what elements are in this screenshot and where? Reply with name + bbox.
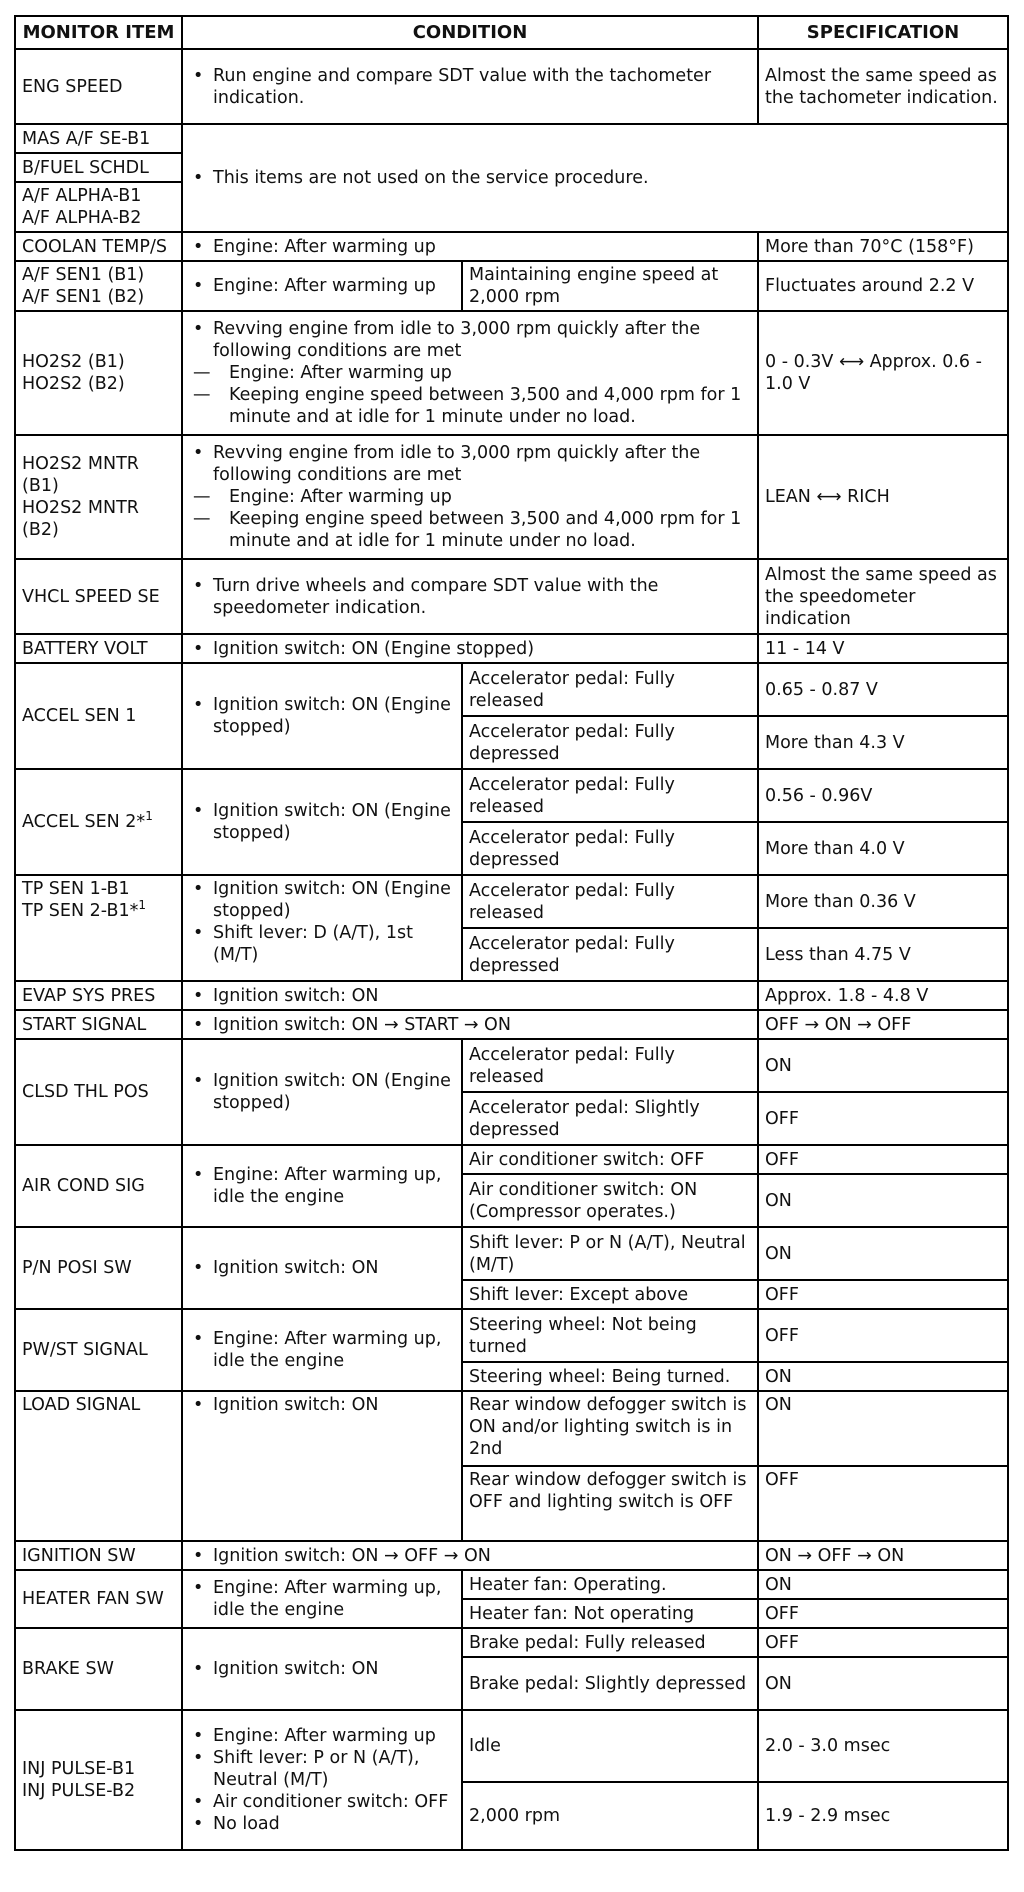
- condition-cell: [182, 875, 462, 981]
- table-row: [15, 1227, 1008, 1280]
- subcondition-cell: Accelerator pedal: Fully depressed: [462, 716, 758, 769]
- condition-text: • Shift lever: P or N (A/T), Neutral (M/T): [189, 1747, 455, 1791]
- spec-cell: 0.65 - 0.87 V: [758, 663, 1008, 716]
- spec-cell: ON: [758, 1657, 1008, 1710]
- spec-cell: Fluctuates around 2.2 V: [758, 261, 1008, 311]
- condition-cell: [182, 663, 462, 769]
- table-row: [15, 559, 1008, 634]
- item-line: A/F ALPHA-B2: [22, 208, 142, 228]
- condition-cell: [182, 1628, 462, 1710]
- table-row: [15, 875, 1008, 928]
- item-cell: AIR COND SIG: [15, 1145, 182, 1227]
- condition-text: • Engine: After warming up: [189, 236, 751, 258]
- spec-table-container: [14, 15, 1007, 1851]
- item-cell: VHCL SPEED SE: [15, 559, 182, 634]
- condition-text: • This items are not used on the service procedure.: [189, 167, 1001, 189]
- subcondition-cell: Shift lever: Except above: [462, 1280, 758, 1309]
- item-line: INJ PULSE-B1: [22, 1759, 136, 1779]
- item-line: [22, 900, 175, 922]
- subcondition-cell: Rear window defogger switch is OFF and lighting switch is OFF: [462, 1466, 758, 1541]
- spec-cell: Almost the same speed as the speedometer indication: [758, 559, 1008, 634]
- item-cell: [15, 311, 182, 435]
- footnote-marker: 1: [138, 898, 146, 913]
- item-cell: [15, 875, 182, 981]
- item-cell: START SIGNAL: [15, 1010, 182, 1039]
- spec-cell: 11 - 14 V: [758, 634, 1008, 663]
- item-cell: [15, 435, 182, 559]
- item-line: A/F SEN1 (B1): [22, 265, 145, 285]
- subcondition-cell: Steering wheel: Being turned.: [462, 1362, 758, 1391]
- condition-cell: [182, 559, 758, 634]
- spec-cell: More than 4.3 V: [758, 716, 1008, 769]
- item-line: HO2S2 MNTR (B2): [22, 498, 139, 540]
- condition-text: • Ignition switch: ON: [189, 1658, 455, 1680]
- condition-text: • Ignition switch: ON → START → ON: [189, 1014, 751, 1036]
- item-text: ACCEL SEN 2*: [22, 812, 146, 832]
- spec-cell: 1.9 - 2.9 msec: [758, 1782, 1008, 1850]
- condition-text: • No load: [189, 1813, 455, 1835]
- spec-cell: OFF: [758, 1599, 1008, 1628]
- header-monitor-item: MONITOR ITEM: [15, 16, 182, 49]
- table-row: [15, 634, 1008, 663]
- condition-text: • Ignition switch: ON: [189, 985, 751, 1007]
- spec-cell: OFF: [758, 1145, 1008, 1174]
- subcondition-cell: Accelerator pedal: Fully released: [462, 1039, 758, 1092]
- item-cell: EVAP SYS PRES: [15, 981, 182, 1010]
- spec-cell: Approx. 1.8 - 4.8 V: [758, 981, 1008, 1010]
- item-cell: ACCEL SEN 1: [15, 663, 182, 769]
- condition-text: • Engine: After warming up, idle the engine: [189, 1164, 455, 1208]
- spec-cell: LEAN ⟷ RICH: [758, 435, 1008, 559]
- subcondition-cell: Steering wheel: Not being turned: [462, 1309, 758, 1362]
- item-cell: P/N POSI SW: [15, 1227, 182, 1309]
- condition-dash-item: — Keeping engine speed between 3,500 and 4,000 rpm for 1 minute and at idle for 1 minute under no load.: [189, 384, 751, 428]
- spec-cell: ON: [758, 1039, 1008, 1092]
- condition-text: • Ignition switch: ON (Engine stopped): [189, 800, 455, 844]
- subcondition-cell: Accelerator pedal: Fully released: [462, 875, 758, 928]
- spec-cell: 2.0 - 3.0 msec: [758, 1710, 1008, 1782]
- header-row: [15, 16, 1008, 49]
- condition-dash-item: — Engine: After warming up: [189, 362, 751, 384]
- condition-cell: [182, 311, 758, 435]
- subcondition-cell: Heater fan: Operating.: [462, 1570, 758, 1599]
- condition-cell: [182, 1570, 462, 1628]
- condition-text: • Engine: After warming up, idle the engine: [189, 1577, 455, 1621]
- condition-text: • Ignition switch: ON: [189, 1394, 455, 1416]
- spec-cell: OFF: [758, 1628, 1008, 1657]
- item-cell: CLSD THL POS: [15, 1039, 182, 1145]
- condition-text: • Engine: After warming up, idle the engine: [189, 1328, 455, 1372]
- table-row: [15, 1010, 1008, 1039]
- condition-cell: [182, 1541, 758, 1570]
- condition-cell: [182, 769, 462, 875]
- item-line: HO2S2 (B1): [22, 352, 125, 372]
- item-cell: [15, 261, 182, 311]
- condition-cell: [182, 1309, 462, 1391]
- spec-cell: More than 4.0 V: [758, 822, 1008, 875]
- item-cell: IGNITION SW: [15, 1541, 182, 1570]
- subcondition-cell: Accelerator pedal: Slightly depressed: [462, 1092, 758, 1145]
- subcondition-cell: Accelerator pedal: Fully released: [462, 663, 758, 716]
- spec-cell: Almost the same speed as the tachometer indication.: [758, 49, 1008, 124]
- subcondition-cell: 2,000 rpm: [462, 1782, 758, 1850]
- table-row: [15, 1570, 1008, 1599]
- spec-cell: ON: [758, 1362, 1008, 1391]
- table-row: [15, 769, 1008, 822]
- item-line: TP SEN 1-B1: [22, 879, 130, 899]
- item-cell: HEATER FAN SW: [15, 1570, 182, 1628]
- condition-text: • Ignition switch: ON (Engine stopped): [189, 638, 751, 660]
- condition-text: • Run engine and compare SDT value with the tachometer indication.: [189, 65, 751, 109]
- spec-cell: Less than 4.75 V: [758, 928, 1008, 981]
- spec-cell: ON: [758, 1174, 1008, 1227]
- subcondition-cell: Air conditioner switch: OFF: [462, 1145, 758, 1174]
- subcondition-cell: Accelerator pedal: Fully depressed: [462, 928, 758, 981]
- item-text: TP SEN 2-B1*: [22, 901, 139, 921]
- condition-text: • Shift lever: D (A/T), 1st (M/T): [189, 922, 455, 966]
- spec-cell: OFF: [758, 1466, 1008, 1541]
- condition-cell: [182, 1227, 462, 1309]
- item-cell: [15, 182, 182, 232]
- subcondition-cell: Rear window defogger switch is ON and/or lighting switch is in 2nd: [462, 1391, 758, 1466]
- item-cell: LOAD SIGNAL: [15, 1391, 182, 1541]
- table-row: [15, 1710, 1008, 1782]
- subcondition-cell: Accelerator pedal: Fully released: [462, 769, 758, 822]
- table-row: [15, 1391, 1008, 1466]
- condition-text: • Turn drive wheels and compare SDT value with the speedometer indication.: [189, 575, 751, 619]
- item-cell: COOLAN TEMP/S: [15, 232, 182, 261]
- condition-dash-item: — Engine: After warming up: [189, 486, 751, 508]
- header-condition: CONDITION: [182, 16, 758, 49]
- spec-cell: OFF: [758, 1309, 1008, 1362]
- spec-cell: 0 - 0.3V ⟷ Approx. 0.6 - 1.0 V: [758, 311, 1008, 435]
- table-row: [15, 1541, 1008, 1570]
- condition-cell: [182, 261, 462, 311]
- spec-cell: More than 70°C (158°F): [758, 232, 1008, 261]
- table-row: [15, 1145, 1008, 1174]
- spec-cell: OFF: [758, 1280, 1008, 1309]
- condition-text: • Ignition switch: ON → OFF → ON: [189, 1545, 751, 1567]
- condition-cell: [182, 435, 758, 559]
- table-row: [15, 1309, 1008, 1362]
- item-line: HO2S2 (B2): [22, 374, 125, 394]
- item-cell: B/FUEL SCHDL: [15, 153, 182, 182]
- item-cell: BATTERY VOLT: [15, 634, 182, 663]
- condition-cell: [182, 124, 1008, 232]
- condition-text: • Air conditioner switch: OFF: [189, 1791, 455, 1813]
- item-line: A/F ALPHA-B1: [22, 186, 142, 206]
- condition-cell: [182, 49, 758, 124]
- item-cell: PW/ST SIGNAL: [15, 1309, 182, 1391]
- spec-cell: ON → OFF → ON: [758, 1541, 1008, 1570]
- table-row: [15, 49, 1008, 124]
- subcondition-cell: Brake pedal: Slightly depressed: [462, 1657, 758, 1710]
- condition-text: • Ignition switch: ON (Engine stopped): [189, 694, 455, 738]
- monitor-spec-table: [14, 15, 1009, 1851]
- condition-text: • Ignition switch: ON (Engine stopped): [189, 1070, 455, 1114]
- condition-text: • Engine: After warming up: [189, 1725, 455, 1747]
- condition-text: • Revving engine from idle to 3,000 rpm quickly after the following conditions are met: [189, 318, 751, 362]
- header-specification: SPECIFICATION: [758, 16, 1008, 49]
- spec-cell: OFF: [758, 1092, 1008, 1145]
- subcondition-cell: Shift lever: P or N (A/T), Neutral (M/T): [462, 1227, 758, 1280]
- condition-text: • Ignition switch: ON (Engine stopped): [189, 878, 455, 922]
- condition-text: • Engine: After warming up: [189, 275, 455, 297]
- condition-text: • Revving engine from idle to 3,000 rpm quickly after the following conditions are met: [189, 442, 751, 486]
- spec-cell: More than 0.36 V: [758, 875, 1008, 928]
- condition-cell: [182, 634, 758, 663]
- subcondition-cell: Brake pedal: Fully released: [462, 1628, 758, 1657]
- item-line: HO2S2 MNTR (B1): [22, 454, 139, 496]
- item-cell: [15, 769, 182, 875]
- item-cell: MAS A/F SE-B1: [15, 124, 182, 153]
- spec-cell: ON: [758, 1227, 1008, 1280]
- table-row: [15, 311, 1008, 435]
- spec-cell: 0.56 - 0.96V: [758, 769, 1008, 822]
- table-row: [15, 663, 1008, 716]
- spec-cell: OFF → ON → OFF: [758, 1010, 1008, 1039]
- table-row: [15, 1628, 1008, 1657]
- subcondition-cell: Idle: [462, 1710, 758, 1782]
- condition-cell: [182, 1145, 462, 1227]
- item-cell: ENG SPEED: [15, 49, 182, 124]
- condition-cell: [182, 1010, 758, 1039]
- condition-cell: [182, 1391, 462, 1541]
- subcondition-cell: Heater fan: Not operating: [462, 1599, 758, 1628]
- condition-dash-item: — Keeping engine speed between 3,500 and 4,000 rpm for 1 minute and at idle for 1 minute under no load.: [189, 508, 751, 552]
- spec-cell: ON: [758, 1391, 1008, 1466]
- condition-cell: [182, 1710, 462, 1850]
- subcondition-cell: Air conditioner switch: ON (Compressor operates.): [462, 1174, 758, 1227]
- subcondition-cell: Accelerator pedal: Fully depressed: [462, 822, 758, 875]
- condition-text: • Ignition switch: ON: [189, 1257, 455, 1279]
- item-line: INJ PULSE-B2: [22, 1781, 136, 1801]
- condition-cell: [182, 981, 758, 1010]
- spec-cell: ON: [758, 1570, 1008, 1599]
- table-row: [15, 124, 1008, 153]
- table-row: [15, 981, 1008, 1010]
- footnote-marker: 1: [145, 809, 153, 824]
- item-cell: [15, 1710, 182, 1850]
- item-line: A/F SEN1 (B2): [22, 287, 145, 307]
- table-row: [15, 435, 1008, 559]
- condition-cell: [182, 1039, 462, 1145]
- table-row: [15, 261, 1008, 311]
- subcondition-cell: Maintaining engine speed at 2,000 rpm: [462, 261, 758, 311]
- condition-cell: [182, 232, 758, 261]
- item-cell: BRAKE SW: [15, 1628, 182, 1710]
- table-row: [15, 1039, 1008, 1092]
- table-row: [15, 232, 1008, 261]
